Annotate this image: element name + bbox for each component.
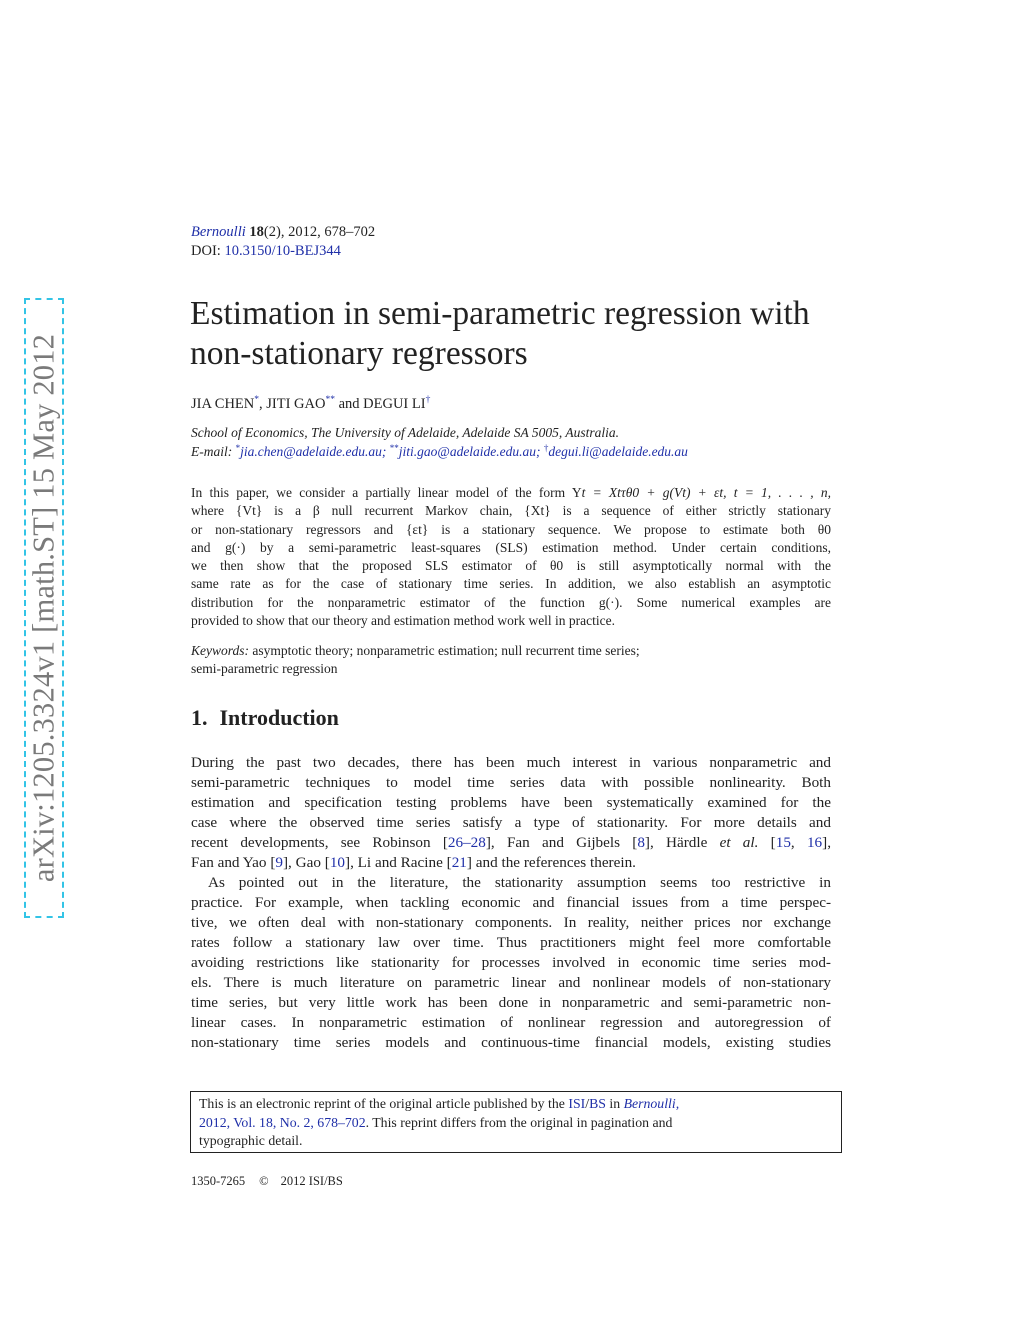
author-name: DEGUI LI [363,396,426,412]
abstract-line: where {Vt} is a β null recurrent Markov chain, {Xt} is a sequence of either strictly stationary [191,503,831,519]
body-line: tive, we often deal with non-stationary components. In reality, neither prices nor exchange [191,914,831,931]
keywords-text: semi-parametric regression [191,661,338,677]
body-line: rates follow a stationary law over time. Thus practitioners might feel more comfortable [191,934,831,951]
author-footnote-mark[interactable]: ** [325,395,335,405]
body-line: As pointed out in the literature, the stationarity assumption seems too restrictive in [208,874,831,891]
volume-link[interactable]: 2012, Vol. 18, No. 2, 678–702 [199,1114,366,1130]
journal-issue-pages: (2), 2012, 678–702 [263,224,376,240]
author-name: JITI GAO [266,396,326,412]
copyright-icon: © [259,1174,269,1188]
copyright-holder: 2012 ISI/BS [280,1174,343,1188]
arxiv-stamp-text[interactable]: arXiv:1205.3324v1 [math.ST] 15 May 2012 [26,333,61,883]
abstract-line: we then show that the proposed SLS estimator of θ0 is still asymptotically normal with the [191,558,831,574]
citation-link[interactable]: 15 [775,834,791,851]
section-title: Introduction [219,705,339,730]
doi-line [191,243,341,260]
email-label: E-mail: [191,444,236,459]
body-line: Fan and Yao [9], Gao [10], Li and Racine [21] and the references therein. [191,854,636,871]
keywords-label: Keywords: [191,643,249,658]
journal-name-link[interactable]: Bernoulli [191,224,246,240]
body-line: practice. For example, when tackling economic and financial issues from a time perspec- [191,894,831,911]
keywords [191,642,831,679]
citation-link[interactable]: 16 [806,834,823,851]
journal-volume: 18 [249,224,264,240]
abstract [191,484,831,630]
email-link[interactable]: jiti.gao@adelaide.edu.au; [398,444,541,459]
author-name: JIA CHEN [191,396,255,412]
journal-link[interactable]: Bernoulli, [623,1096,680,1111]
citation-link[interactable]: 10 [329,854,345,871]
paper-title-line2: non-stationary regressors [190,335,528,372]
keywords-text: asymptotic theory; nonparametric estimation; null recurrent time series; [249,643,640,658]
issn: 1350-7265 [191,1174,246,1188]
abstract-line: provided to show that our theory and estimation method work well in practice. [191,613,616,629]
isi-link[interactable]: ISI [568,1096,586,1111]
section-heading [191,705,339,731]
body-line: avoiding restrictions like stationarity for processes involved in economic time series mod- [191,954,831,971]
doi-label: DOI: [191,243,221,259]
email-line: E-mail: *jia.chen@adelaide.edu.au; **jiti.gao@adelaide.edu.au; †degui.li@adelaide.edu.au [191,443,688,459]
doi-link[interactable]: 10.3150/10-BEJ344 [224,243,341,259]
abstract-line: or non-stationary regressors and {εt} is a stationary sequence. We propose to estimate both θ0 [191,521,831,537]
body-line: semi-parametric techniques to model time series data with possible nonlinearity. Both [191,774,831,791]
citation-link[interactable]: 8 [637,834,645,851]
body-line: recent developments, see Robinson [26–28], Fan and Gijbels [8], Härdle et al. [15, 16], [191,834,831,851]
citation-link[interactable]: 21 [451,854,467,871]
arxiv-stamp[interactable] [24,298,64,918]
section-number: 1. [191,705,208,730]
body-line: linear cases. In nonparametric estimation of nonlinear regression and autoregression of [191,1014,831,1031]
intro-body [191,753,831,1053]
author-list: JIA CHEN*, JITI GAO** and DEGUI LI† [191,395,431,412]
abstract-line: In this paper, we consider a partially linear model of the form Yt = Xtτθ0 + g(Vt) + εt, t = 1, . . . , n, [191,485,831,500]
footer [191,1174,343,1189]
email-link[interactable]: jia.chen@adelaide.edu.au; [240,444,387,459]
body-line: estimation and specification testing problems have been systematically examined for the [191,794,831,811]
abstract-line: and g(·) by a semi-parametric least-squares (SLS) estimation method. Under certain conditions, [191,539,831,555]
body-line: time series, but very little work has been done in nonparametric and semi-parametric non- [191,994,831,1011]
paper-title-line1: Estimation in semi-parametric regression with [190,295,810,332]
reprint-notice: This is an electronic reprint of the original article published by the ISI/BS in Bernoulli, 2012, Vol. 18, No. 2, 678–702. This reprint differs from the original in pagination and typographic detail. [190,1091,842,1153]
body-line: non-stationary time series models and continuous-time financial models, existing studies [191,1034,831,1051]
author-footnote-mark[interactable]: * [254,395,259,405]
abstract-line: distribution for the nonparametric estimator of the function g(·). Some numerical examples are [191,594,831,610]
body-line: els. There is much literature on parametric linear and nonlinear models of non-stationary [191,974,831,991]
citation-link[interactable]: 26–28 [447,834,486,851]
body-line: case where the observed time series satisfy a type of stationarity. For more details and [191,814,831,831]
paper-title [190,294,890,374]
email-link[interactable]: degui.li@adelaide.edu.au [548,444,688,459]
journal-citation [191,224,375,241]
bs-link[interactable]: BS [589,1096,606,1111]
body-line: During the past two decades, there has been much interest in various nonparametric and [191,754,831,771]
author-footnote-mark[interactable]: † [425,395,431,405]
affiliation: School of Economics, The University of Adelaide, Adelaide SA 5005, Australia. [191,425,619,440]
abstract-line: same rate as for the case of stationary time series. In addition, we also establish an asymptotic [191,576,831,592]
citation-link[interactable]: 9 [275,854,283,871]
